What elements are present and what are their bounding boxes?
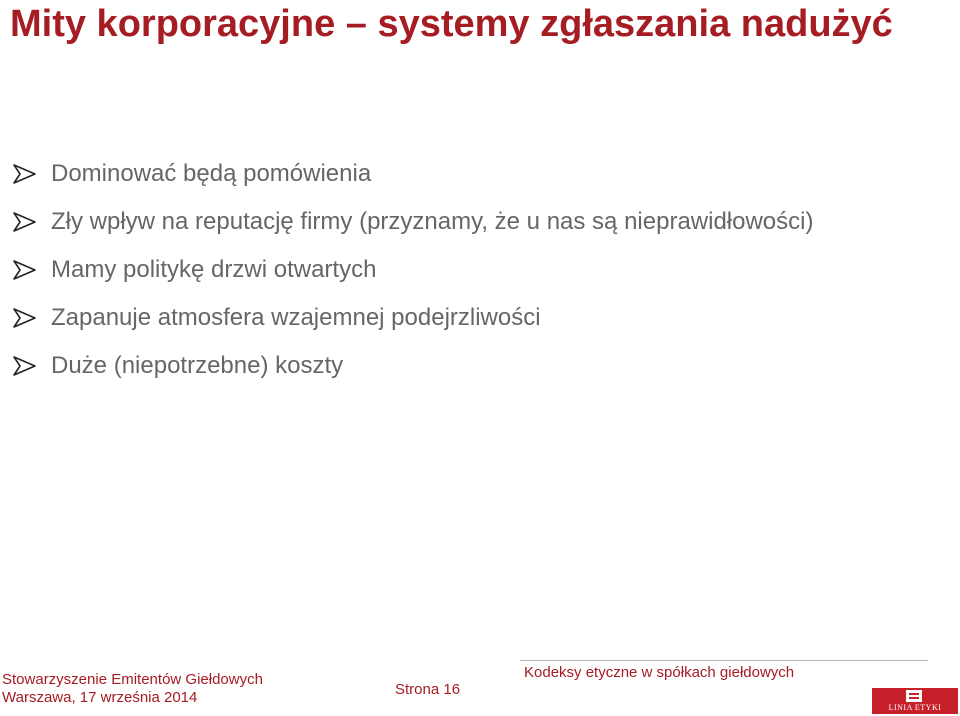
list-item [0,342,940,390]
slide-title: Mity korporacyjne – systemy zgłaszania nadużyć [10,3,893,45]
arrow-bullet-icon [10,256,38,284]
list-item [0,198,940,246]
list-item [0,246,940,294]
footer-organization: Stowarzyszenie Emitentów Giełdowych [2,671,263,688]
arrow-bullet-icon [10,352,38,380]
list-item [0,150,940,198]
bullet-text: Mamy politykę drzwi otwartych [51,256,377,283]
bullet-list [0,150,940,390]
bullet-text: Dominować będą pomówienia [51,160,372,187]
linia-etyki-logo [872,688,958,714]
bullet-text: Zły wpływ na reputację firmy (przyznamy, że u nas są nieprawidłowości) [51,208,814,235]
bullet-text: Zapanuje atmosfera wzajemnej podejrzliwości [51,304,541,331]
arrow-bullet-icon [10,208,38,236]
logo-mark-icon [906,690,922,702]
arrow-bullet-icon [10,304,38,332]
footer-topic: Kodeksy etyczne w spółkach giełdowych [524,664,795,681]
logo-text: LINIA ETYKI [888,703,942,712]
footer-page-number: Strona 16 [395,681,461,698]
list-item [0,294,940,342]
bullet-text: Duże (niepotrzebne) koszty [51,352,344,379]
arrow-bullet-icon [10,160,38,188]
footer-divider [520,660,928,661]
footer-date: Warszawa, 17 września 2014 [2,689,198,706]
